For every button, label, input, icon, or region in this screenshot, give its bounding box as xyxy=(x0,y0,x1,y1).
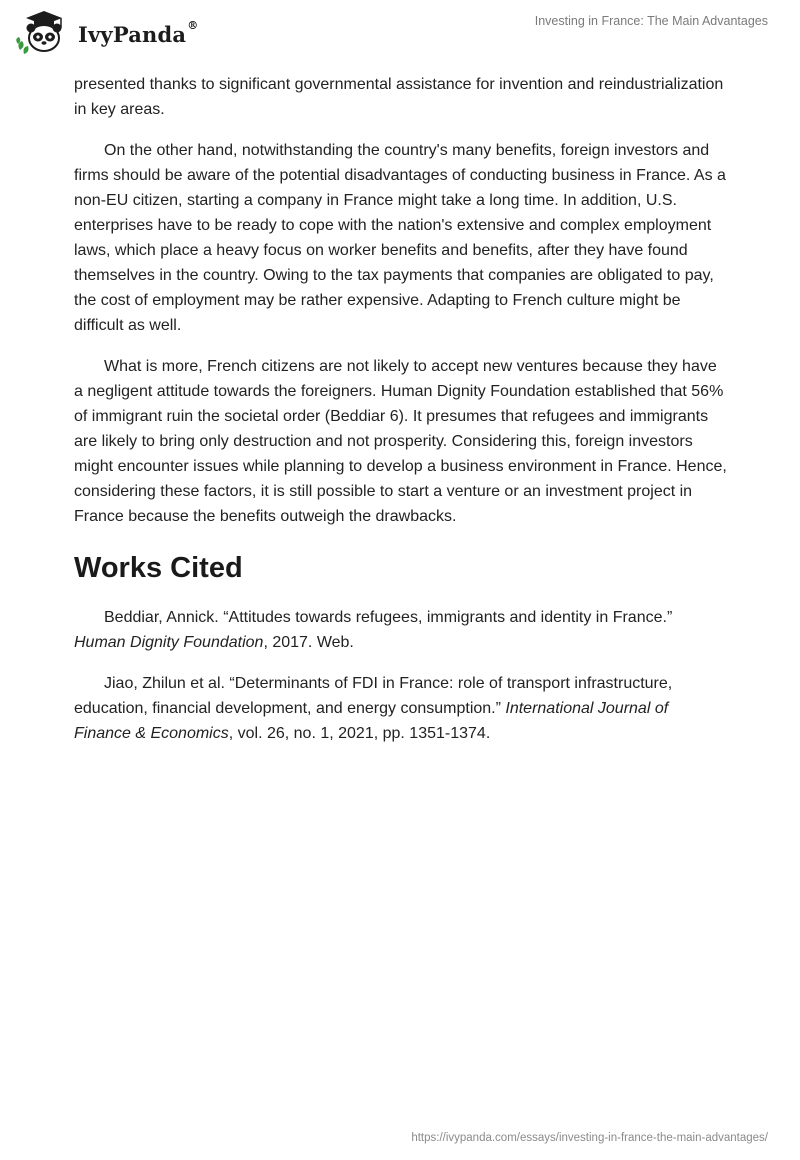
works-cited-heading: Works Cited xyxy=(74,552,243,584)
citation-entry xyxy=(74,671,728,746)
citation-entry xyxy=(74,605,728,655)
panda-graduation-cap-icon xyxy=(14,10,72,56)
page-header xyxy=(0,0,800,64)
logo-text: IvyPanda xyxy=(78,21,187,47)
citation-details: , vol. 26, no. 1, 2021, pp. 1351-1374. xyxy=(228,725,491,742)
ivypanda-logo[interactable] xyxy=(14,10,198,56)
citation-source-title: International Journal of Finance & Economics xyxy=(74,700,669,742)
citation-text: Beddiar, Annick. “Attitudes towards refugees, immigrants and identity in France.” xyxy=(104,609,673,626)
logo-wordmark xyxy=(78,18,199,47)
paragraph-disadvantages: On the other hand, notwithstanding the country's many benefits, foreign investors and firms should be aware of the potential disadvantages of conducting business in France. As a non-EU citizen, starting a company in France might take a long time. In addition, U.S. enterprises have to be ready to cope with the nation's extensive and complex employment laws, which place a heavy focus on worker benefits and benefits, after they have found themselves in the country. Owing to the tax payments that companies are obligated to pay, the cost of employment may be rather expensive. Adapting to French culture might be difficult as well. xyxy=(74,142,726,334)
citation-text: Jiao, Zhilun et al. “Determinants of FDI in France: role of transport infrastructure, education, financial development, and energy consumption.” xyxy=(74,675,673,717)
footer-url-link[interactable]: https://ivypanda.com/essays/investing-in-france-the-main-advantages/ xyxy=(411,1132,768,1144)
essay-body xyxy=(74,72,728,762)
paragraph-continued: presented thanks to significant governmental assistance for invention and reindustrialization in key areas. xyxy=(74,76,724,118)
paragraph-conclusion: What is more, French citizens are not likely to accept new ventures because they have a negligent attitude towards the foreigners. Human Dignity Foundation established that 56% of immigrant ruin the societal order (Beddiar 6). It presumes that refugees and immigrants are likely to bring only destruction and not prosperity. Considering this, foreign investors might encounter issues while planning to develop a business environment in France. Hence, considering these factors, it is still possible to start a venture or an investment project in France because the benefits outweigh the drawbacks. xyxy=(74,358,727,525)
citation-source-title: Human Dignity Foundation xyxy=(74,634,264,651)
document-title: Investing in France: The Main Advantages xyxy=(534,14,768,28)
citation-details: , 2017. Web. xyxy=(263,634,354,651)
registered-mark: ® xyxy=(187,18,199,32)
